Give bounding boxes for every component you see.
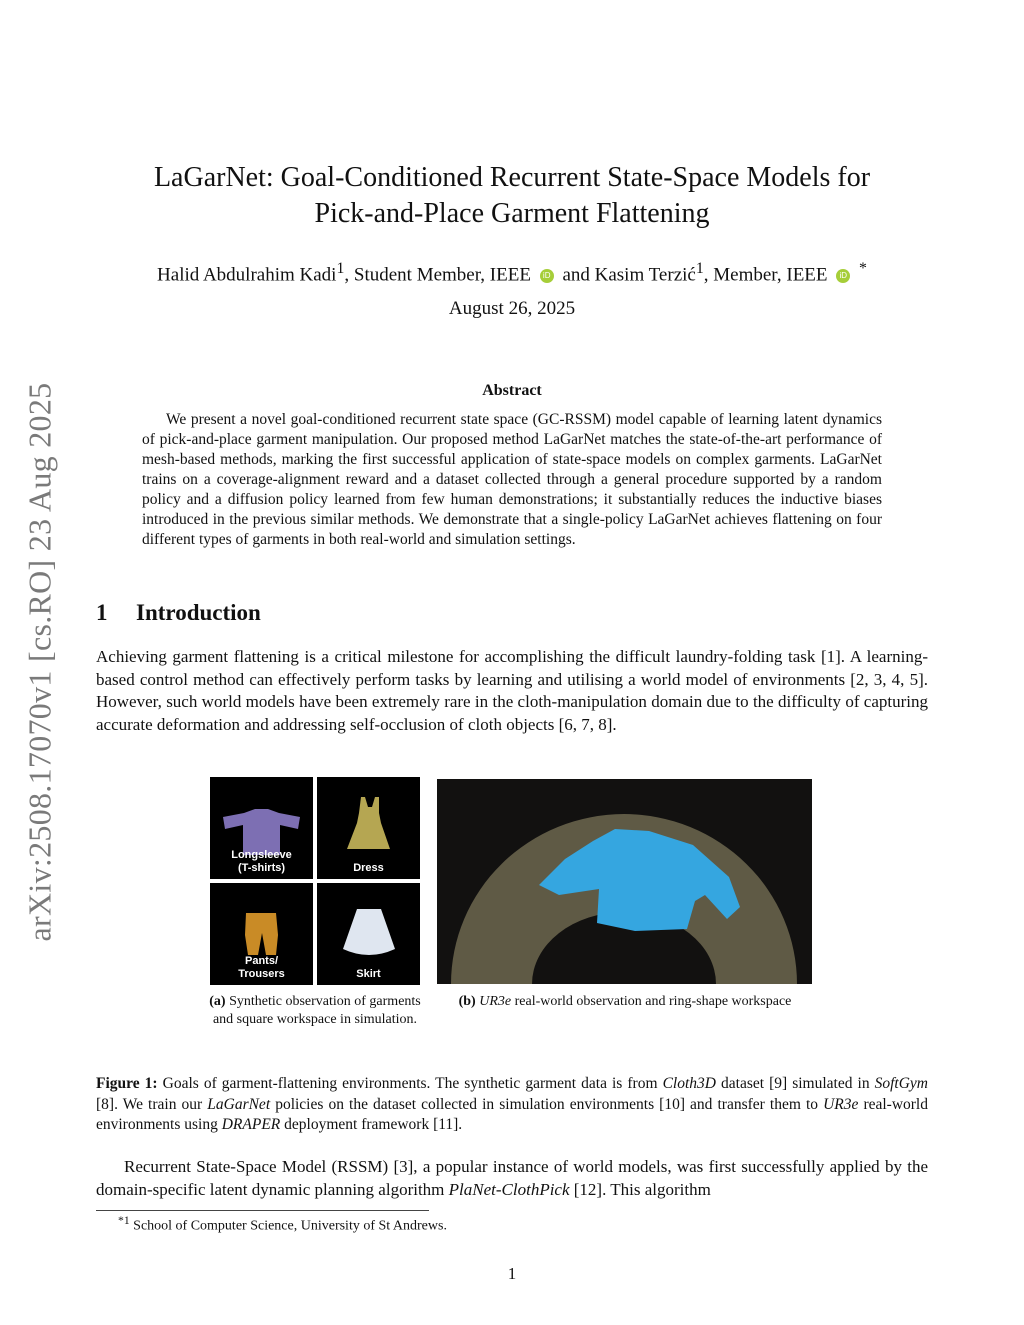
subcaption-a-text: Synthetic observation of garments and square workspace in simulation.: [212, 994, 421, 1027]
garment-cell-dress: [317, 777, 420, 879]
dress-shape: [347, 797, 390, 849]
ring-workspace-image: [437, 779, 812, 984]
paragraph-text: [12]. This algorithm: [573, 1179, 711, 1199]
publication-date: August 26, 2025: [448, 298, 576, 319]
caption-italic: UR3e: [823, 1095, 859, 1113]
synthetic-garment-grid: [210, 777, 422, 985]
garment-cell-longsleeve: [210, 777, 313, 879]
garment-label: [317, 968, 420, 981]
subcaption-a-tag: (a): [209, 994, 226, 1009]
title-line-1: LaGarNet: Goal-Conditioned Recurrent State-Space Models for: [153, 162, 871, 193]
garment-label: [210, 849, 313, 875]
garment-label: [210, 955, 313, 981]
author-list: [60, 256, 964, 288]
paragraph-italic: PlaNet-ClothPick: [448, 1179, 570, 1199]
paragraph-text: Recurrent State-Space Model (RSSM) [3], a popular instance of world models, was first successfully applied by the domain-specific latent dynamic planning algorithm: [96, 1157, 928, 1199]
page-number: 1: [507, 1264, 517, 1283]
garment-label-line: (T-shirts): [237, 862, 286, 874]
subcaption-b-tag: (b): [458, 994, 476, 1009]
garment-label-line: Dress: [353, 862, 384, 874]
figure-label: Figure 1:: [96, 1075, 158, 1092]
caption-text: Goals of garment-flattening environments. The synthetic garment data is from: [162, 1075, 658, 1092]
author-2-affiliation: 1: [695, 260, 704, 277]
real-world-observation-photo: [437, 779, 812, 984]
orcid-icon[interactable]: iD: [540, 269, 554, 283]
figure-caption: [96, 1074, 928, 1136]
author-2-name: and Kasim Terzić: [562, 264, 696, 286]
caption-text: dataset [9] simulated in: [721, 1075, 870, 1092]
caption-text: policies on the dataset collected in simulation environments [10] and transfer them to: [275, 1095, 819, 1113]
garment-label-line: Pants/: [244, 955, 278, 967]
garment-cell-skirt: [317, 883, 420, 985]
subcaption-b-text: real-world observation and ring-shape workspace: [514, 994, 792, 1009]
garment-label-line: Skirt: [356, 968, 381, 980]
author-1-affiliation: 1: [336, 260, 345, 277]
author-1-role: , Student Member, IEEE: [344, 264, 531, 286]
author-1-name: Halid Abdulrahim Kadi: [157, 264, 337, 286]
abstract-text: We present a novel goal-conditioned recurrent state space (GC-RSSM) model capable of learning latent dynamics of pick-and-place garment manipulation. Our proposed method LaGarNet matches the state-of-the-art performance of mesh-based methods, marking the first successful application of state-space models on complex garments. LaGarNet trains on a coverage-alignment reward and a dataset collected through a general procedure supported by a random policy and a diffusion policy learned from few human demonstrations; it substantially reduces the inductive biases introduced in the previous similar methods. We demonstrate that a single-policy LaGarNet achieves flattening on four different types of garments in both real-world and simulation settings.: [142, 411, 882, 548]
subcaption-b: [455, 993, 795, 1011]
abstract-heading: Abstract: [482, 382, 542, 399]
caption-italic: SoftGym: [874, 1075, 929, 1092]
caption-text: real-world environments using: [96, 1095, 928, 1133]
garment-label: [317, 862, 420, 875]
title-line-2: Pick-and-Place Garment Flattening: [314, 198, 710, 229]
intro-paragraph: Achieving garment flattening is a critical milestone for accomplishing the difficult laundry-folding task [1]. A learning-based control method can effectively perform tasks by learning and utilising a world model of environments [2, 3, 4, 5]. However, such world models have been extremely rare in the cloth-manipulation domain due to the difficulty of capturing accurate deformation and addressing self-occlusion of cloth objects [6, 7, 8].: [96, 647, 928, 734]
garment-label-line: Longsleeve: [231, 849, 292, 861]
subcaption-a: [205, 993, 425, 1029]
caption-text: [8]. We train our: [96, 1095, 203, 1113]
skirt-shape: [343, 909, 395, 955]
section-title: Introduction: [136, 600, 261, 625]
pants-shape: [245, 913, 278, 955]
section-number: 1: [96, 600, 108, 625]
garment-label-line: Trousers: [238, 968, 285, 980]
footnote-text: School of Computer Science, University of St Andrews.: [133, 1218, 447, 1234]
orcid-icon[interactable]: iD: [836, 269, 850, 283]
section-heading: [96, 600, 261, 626]
caption-italic: Cloth3D: [662, 1075, 716, 1092]
author-2-role: , Member, IEEE: [703, 264, 828, 286]
footnote-rule: [96, 1210, 429, 1211]
footnote: [118, 1214, 447, 1235]
caption-text: deployment framework [11].: [284, 1116, 463, 1133]
garment-cell-pants: [210, 883, 313, 985]
paper-title: [100, 160, 924, 232]
subcaption-b-italic: UR3e: [479, 994, 512, 1009]
footnote-mark: *1: [118, 1214, 130, 1227]
second-paragraph: [96, 1156, 928, 1201]
author-footnote-mark: *: [859, 260, 867, 277]
arxiv-identifier: arXiv:2508.17070v1 [cs.RO] 23 Aug 2025: [21, 382, 58, 942]
caption-italic: LaGarNet: [207, 1095, 271, 1113]
caption-italic: DRAPER: [221, 1116, 281, 1133]
